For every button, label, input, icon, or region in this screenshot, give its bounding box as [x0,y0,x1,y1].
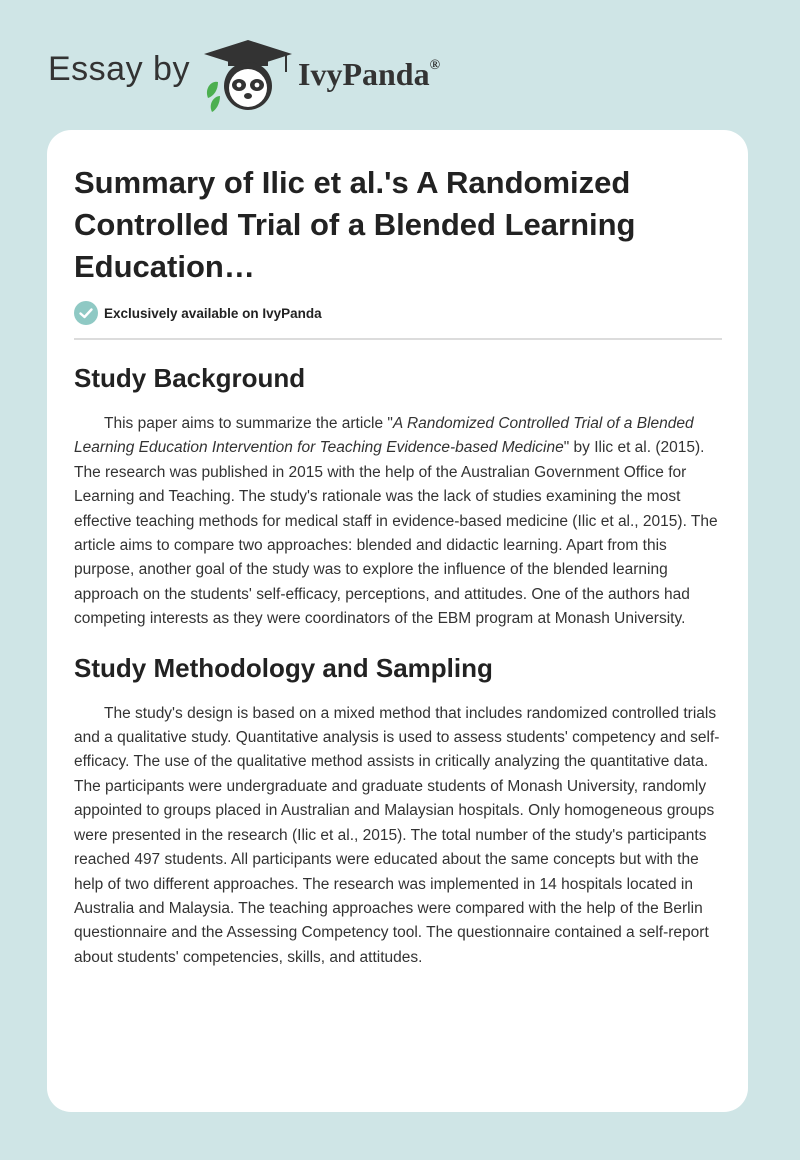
brand-name-text: IvyPanda [298,56,430,92]
section-heading: Study Background [74,363,306,393]
exclusive-badge [74,300,722,326]
article-title-italic: A Randomized Controlled Trial of a Blended Learning Education Intervention for Teaching Evidence-based Medicine [74,415,694,457]
paragraph-text: This paper aims to summarize the article " [104,415,393,432]
section-paragraph: The study's design is based on a mixed method that includes randomized controlled trials and a qualitative study. Quantitative analysis is used to assess students' competency and self-efficacy. The use of the qualitative method assists in critically analyzing the quantitative data. The participants were undergraduate and graduate students of Monash University, randomly appointed to groups placed in Australian and Malaysian hospitals. Only homogeneous groups were presented in the research (Ilic et al., 2015). The total number of the study's participants reached 497 students. All participants were educated about the same concepts but with the help of two different approaches. The research was implemented in 14 hospitals located in Australia and Malaysia. The teaching approaches were compared with the help of the Berlin questionnaire and the Assessing Competency tool. The questionnaire contained a self-report about students' competencies, skills, and attitudes. [74,704,720,966]
section-paragraph [74,412,722,632]
page-title: Summary of Ilic et al.'s A Randomized Controlled Trial of a Blended Learning Education… [74,165,636,284]
brand-prefix: Essay by [48,50,190,88]
panda-logo-icon[interactable] [202,38,294,114]
brand-name[interactable] [298,56,440,93]
paragraph-text: " by Ilic et al. (2015). The research was published in 2015 with the help of the Australian Government Office for Learning and Teaching. The study's rationale was the lack of studies examining the most effective teaching methods for medical staff in evidence-based medicine (Ilic et al., 2015). The article aims to compare two approaches: blended and didactic learning. Apart from this purpose, another goal of the study was to explore the influence of the blended learning approach on the students' self-efficacy, perceptions, and attitudes. One of the authors had competing interests as they were coordinators of the EBM program at Monash University. [74,439,718,628]
badge-label: Exclusively available on IvyPanda [104,305,322,321]
section-heading: Study Methodology and Sampling [74,652,493,683]
check-badge-icon [74,301,98,325]
divider [74,338,722,340]
brand-header [48,34,548,114]
registered-mark: ® [429,58,441,74]
article-card [47,130,748,1112]
article-content [74,162,722,970]
